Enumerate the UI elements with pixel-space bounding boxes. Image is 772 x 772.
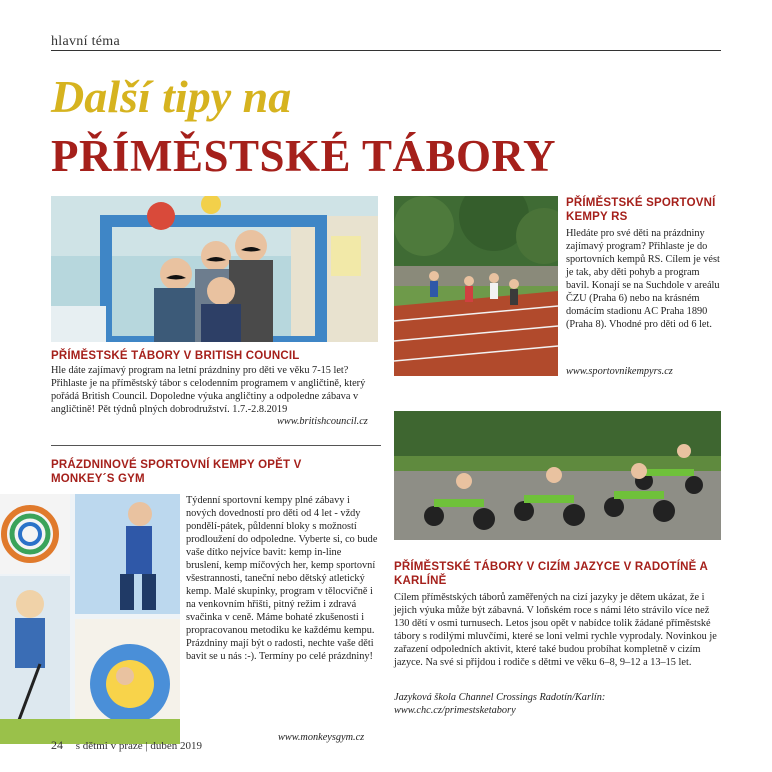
rs-text: Hledáte pro své děti na prázdniny zajímavý program? Přihlaste je do sportovních kempů RS. Cílem je vést je tak, aby děti pohyb a program bavil. Konají se na Suchdole v areálu ČZU (Praha 6) nebo na krásném domácím stadionu AC Praha 1890 (Praha 8). Vhodné pro děti od 6 let. (566, 228, 720, 330)
page-number: 24 (51, 738, 63, 752)
photo-running-track (394, 196, 558, 376)
divider-british (51, 445, 381, 446)
chc-org: Jazyková škola Channel Crossings Radotín/Karlín: (394, 692, 606, 703)
british-text: Hle dáte zajímavý program na letní prázdniny pro děti ve věku 7-15 let? Přihlaste je na příměstský tábor s celodenním programem v angličtině, který pořádá British Council. Dopoledne výuka angličtiny a odpoledne zábava v angličtině! Pět týdnů plných dobrodružství. 1.7.-2.8.2019 (51, 365, 366, 415)
monkey-text: Týdenní sportovní kempy plné zábavy i nových dovedností pro děti od 4 let - vždy pondělí-pátek, půldenní bloky s možností prodloužení do odpoledne. Vyberte si, co bude vaše dítko nejvíce bavit: kemp in-line bruslení, kemp míčových her, kemp sportovní všestrannosti, taneční nebo dětský atletický kemp. Malé skupinky, program v tělocvičně i na venkovním hřišti, pitný režim i zdravá svačinka v ceně. Máme bohaté zkušenosti i propracovanou metodiku ke každému kempu. Prázdniny mají být o radosti, nechte vaše děti bavit se u nás :-). Termíny po celé prázdniny! (186, 495, 378, 662)
monkey-url[interactable]: www.monkeysgym.cz (278, 732, 365, 743)
photo-kids-sports-gym (0, 494, 180, 744)
british-url[interactable]: www.britishcouncil.cz (277, 416, 368, 427)
rs-heading: PŘÍMĚSTSKÉ SPORTOVNÍ KEMPY RS (566, 197, 716, 223)
british-heading: PŘÍMĚSTSKÉ TÁBORY V BRITISH COUNCIL (51, 350, 300, 362)
chc-url[interactable]: www.chc.cz/primestsketabory (394, 705, 516, 716)
chc-heading: PŘÍMĚSTSKÉ TÁBORY V CIZÍM JAZYCE V RADOTÍNĚ A KARLÍNĚ (394, 561, 708, 587)
page-footer (51, 738, 202, 753)
photo-go-karts (394, 411, 721, 540)
photo-kids-with-mustaches (51, 196, 378, 342)
chc-text: Cílem příměstských táborů zaměřených na cizí jazyky je dětem ukázat, že i jejich výuka může být zábavná. V loňském roce s námi léto strávilo více než 130 dětí v osmi turnusech. Letos jsou opět v nabídce tolik žádané příměstské tábory s rodilými mluvčími, které se loni velmi rychle vyprodaly. Novinkou je zařazení odpoledních aktivit, které také budou probíhat kompletně v cizím jazyce. Na své si přijdou i rodiče s dětmi ve věku 6–8, 9–12 a 13–15 let. (394, 592, 717, 668)
title-line-1: Další tipy na (51, 71, 292, 122)
magazine-issue: s dětmi v praze | duben 2019 (75, 740, 202, 752)
section-rule (51, 50, 721, 51)
title-line-2: PŘÍMĚSTSKÉ TÁBORY (51, 131, 556, 181)
rs-url[interactable]: www.sportovnikempyrs.cz (566, 366, 673, 377)
monkey-heading: PRÁZDNINOVÉ SPORTOVNÍ KEMPY OPĚT V MONKEY´S GYM (51, 459, 302, 485)
section-label: hlavní téma (51, 34, 121, 49)
